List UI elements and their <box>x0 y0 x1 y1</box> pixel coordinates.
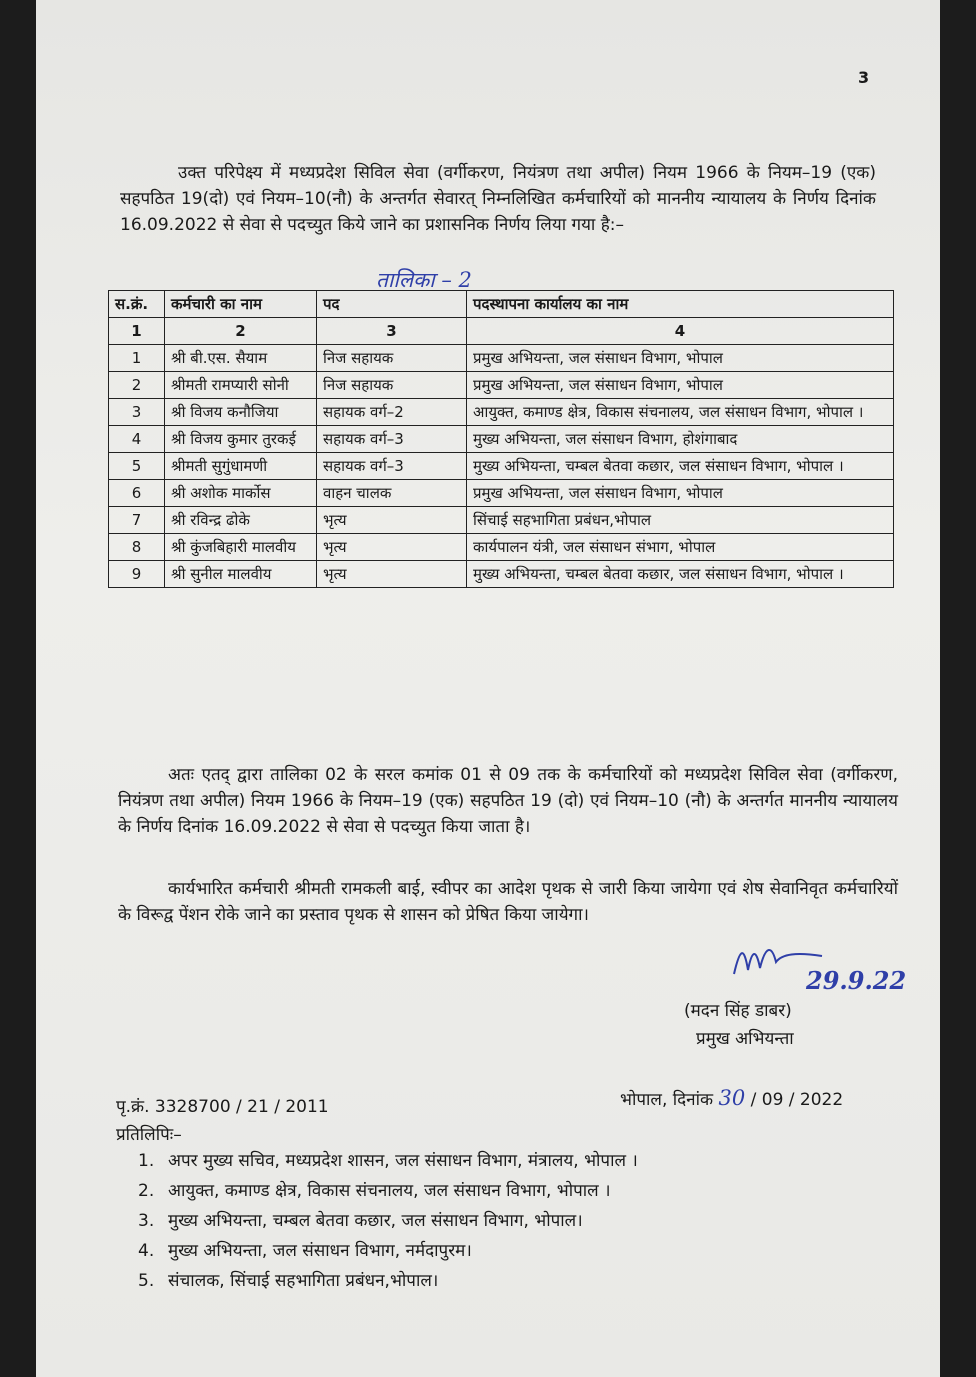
col-number: 4 <box>467 318 894 345</box>
table-row <box>109 561 894 588</box>
table-row <box>109 345 894 372</box>
note-paragraph: कार्यभारित कर्मचारी श्रीमती रामकली बाई, स्वीपर का आदेश पृथक से जारी किया जायेगा एवं शेष सेवानिवृत कर्मचारियों के विरूद्व पेंशन रोके जाने का प्रस्ताव पृथक से शासन को प्रेषित किया जायेगा। <box>118 879 898 925</box>
cell-post: सहायक वर्ग–3 <box>317 426 467 453</box>
cell-office: आयुक्त, कमाण्ड क्षेत्र, विकास संचनालय, जल संसाधन विभाग, भोपाल । <box>467 399 894 426</box>
header-employee-name: कर्मचारी का नाम <box>165 291 317 318</box>
cell-employee-name: श्री कुंजबिहारी मालवीय <box>165 534 317 561</box>
cell-serial: 8 <box>109 534 165 561</box>
order-paragraph: अतः एतद् द्वारा तालिका 02 के सरल कमांक 01 से 09 तक के कर्मचारियों को मध्यप्रदेश सिविल सेवा (वर्गीकरण, नियंत्रण तथा अपील) नियम 1966 के नियम–19 (एक) सहपठित 19 (दो) एवं नियम–10 (नौ) के अन्तर्गत माननीय न्यायालय के निर्णय दिनांक 16.09.2022 से सेवा से पदच्युत किया जाता है। <box>118 765 898 837</box>
signature-handwritten-date: 29.9.22 <box>806 966 907 995</box>
table-row <box>109 534 894 561</box>
table-row <box>109 399 894 426</box>
cell-post: सहायक वर्ग–3 <box>317 453 467 480</box>
date-prefix: भोपाल, दिनांक <box>620 1090 714 1110</box>
cell-employee-name: श्री बी.एस. सैयाम <box>165 345 317 372</box>
cell-post: भृत्य <box>317 534 467 561</box>
cell-office: मुख्य अभियन्ता, जल संसाधन विभाग, होशंगाबाद <box>467 426 894 453</box>
date-rest: / 09 / 2022 <box>750 1090 844 1110</box>
header-post: पद <box>317 291 467 318</box>
reference-number: पृ.क्रं. 3328700 / 21 / 2011 <box>116 1097 329 1117</box>
cell-employee-name: श्रीमती रामप्यारी सोनी <box>165 372 317 399</box>
document-page <box>36 0 940 1377</box>
col-number: 1 <box>109 318 165 345</box>
col-number: 3 <box>317 318 467 345</box>
cell-employee-name: श्री सुनील मालवीय <box>165 561 317 588</box>
header-office: पदस्थापना कार्यालय का नाम <box>467 291 894 318</box>
cell-employee-name: श्री विजय कनौजिया <box>165 399 317 426</box>
intro-paragraph: उक्त परिपेक्ष्य में मध्यप्रदेश सिविल सेवा (वर्गीकरण, नियंत्रण तथा अपील) नियम 1966 के नियम–19 (एक) सहपठित 19(दो) एवं नियम–10(नौ) के अन्तर्गत सेवारत् निम्नलिखित कर्मचारियों को माननीय न्यायालय के निर्णय दिनांक 16.09.2022 से सेवा से पदच्युत किये जाने का प्रशासनिक निर्णय लिया गया है:– <box>120 163 876 235</box>
table-title-handwritten: तालिका – 2 <box>376 268 472 292</box>
cell-serial: 1 <box>109 345 165 372</box>
cell-serial: 5 <box>109 453 165 480</box>
list-item: 1. अपर मुख्य सचिव, मध्यप्रदेश शासन, जल संसाधन विभाग, मंत्रालय, भोपाल । <box>138 1151 638 1171</box>
date-day-handwritten: 30 <box>718 1086 746 1110</box>
issue-date <box>620 1086 843 1110</box>
staff-table <box>108 290 894 588</box>
header-serial: स.क्रं. <box>109 291 165 318</box>
table-row <box>109 480 894 507</box>
cell-serial: 3 <box>109 399 165 426</box>
column-number-row <box>109 318 894 345</box>
copy-to-label: प्रतिलिपिः– <box>116 1125 182 1145</box>
cell-serial: 2 <box>109 372 165 399</box>
cell-office: प्रमुख अभियन्ता, जल संसाधन विभाग, भोपाल <box>467 372 894 399</box>
table-row <box>109 426 894 453</box>
cell-employee-name: श्री रविन्द्र ढोके <box>165 507 317 534</box>
list-item: 4. मुख्य अभियन्ता, जल संसाधन विभाग, नर्मदापुरम। <box>138 1241 472 1261</box>
cell-post: निज सहायक <box>317 345 467 372</box>
cell-post: सहायक वर्ग–2 <box>317 399 467 426</box>
cell-office: कार्यपालन यंत्री, जल संसाधन संभाग, भोपाल <box>467 534 894 561</box>
cell-employee-name: श्रीमती सुगुंधामणी <box>165 453 317 480</box>
cell-post: भृत्य <box>317 507 467 534</box>
page-number: 3 <box>858 68 870 87</box>
list-item: 2. आयुक्त, कमाण्ड क्षेत्र, विकास संचनालय, जल संसाधन विभाग, भोपाल । <box>138 1181 611 1201</box>
cell-office: मुख्य अभियन्ता, चम्बल बेतवा कछार, जल संसाधन विभाग, भोपाल । <box>467 561 894 588</box>
cell-serial: 6 <box>109 480 165 507</box>
cell-serial: 4 <box>109 426 165 453</box>
table-header-row <box>109 291 894 318</box>
list-item: 5. संचालक, सिंचाई सहभागिता प्रबंधन,भोपाल। <box>138 1271 439 1291</box>
signatory-name: (मदन सिंह डाबर) <box>684 1001 792 1021</box>
cell-post: निज सहायक <box>317 372 467 399</box>
cell-post: भृत्य <box>317 561 467 588</box>
table-row <box>109 507 894 534</box>
cell-office: मुख्य अभियन्ता, चम्बल बेतवा कछार, जल संसाधन विभाग, भोपाल । <box>467 453 894 480</box>
list-item: 3. मुख्य अभियन्ता, चम्बल बेतवा कछार, जल संसाधन विभाग, भोपाल। <box>138 1211 583 1231</box>
cell-employee-name: श्री विजय कुमार तुरकई <box>165 426 317 453</box>
cell-serial: 7 <box>109 507 165 534</box>
col-number: 2 <box>165 318 317 345</box>
copy-to-list <box>138 1146 898 1296</box>
table-row <box>109 453 894 480</box>
signatory-designation: प्रमुख अभियन्ता <box>696 1029 794 1049</box>
cell-employee-name: श्री अशोक मार्कोस <box>165 480 317 507</box>
cell-office: प्रमुख अभियन्ता, जल संसाधन विभाग, भोपाल <box>467 345 894 372</box>
cell-post: वाहन चालक <box>317 480 467 507</box>
cell-office: सिंचाई सहभागिता प्रबंधन,भोपाल <box>467 507 894 534</box>
cell-serial: 9 <box>109 561 165 588</box>
table-row <box>109 372 894 399</box>
cell-office: प्रमुख अभियन्ता, जल संसाधन विभाग, भोपाल <box>467 480 894 507</box>
